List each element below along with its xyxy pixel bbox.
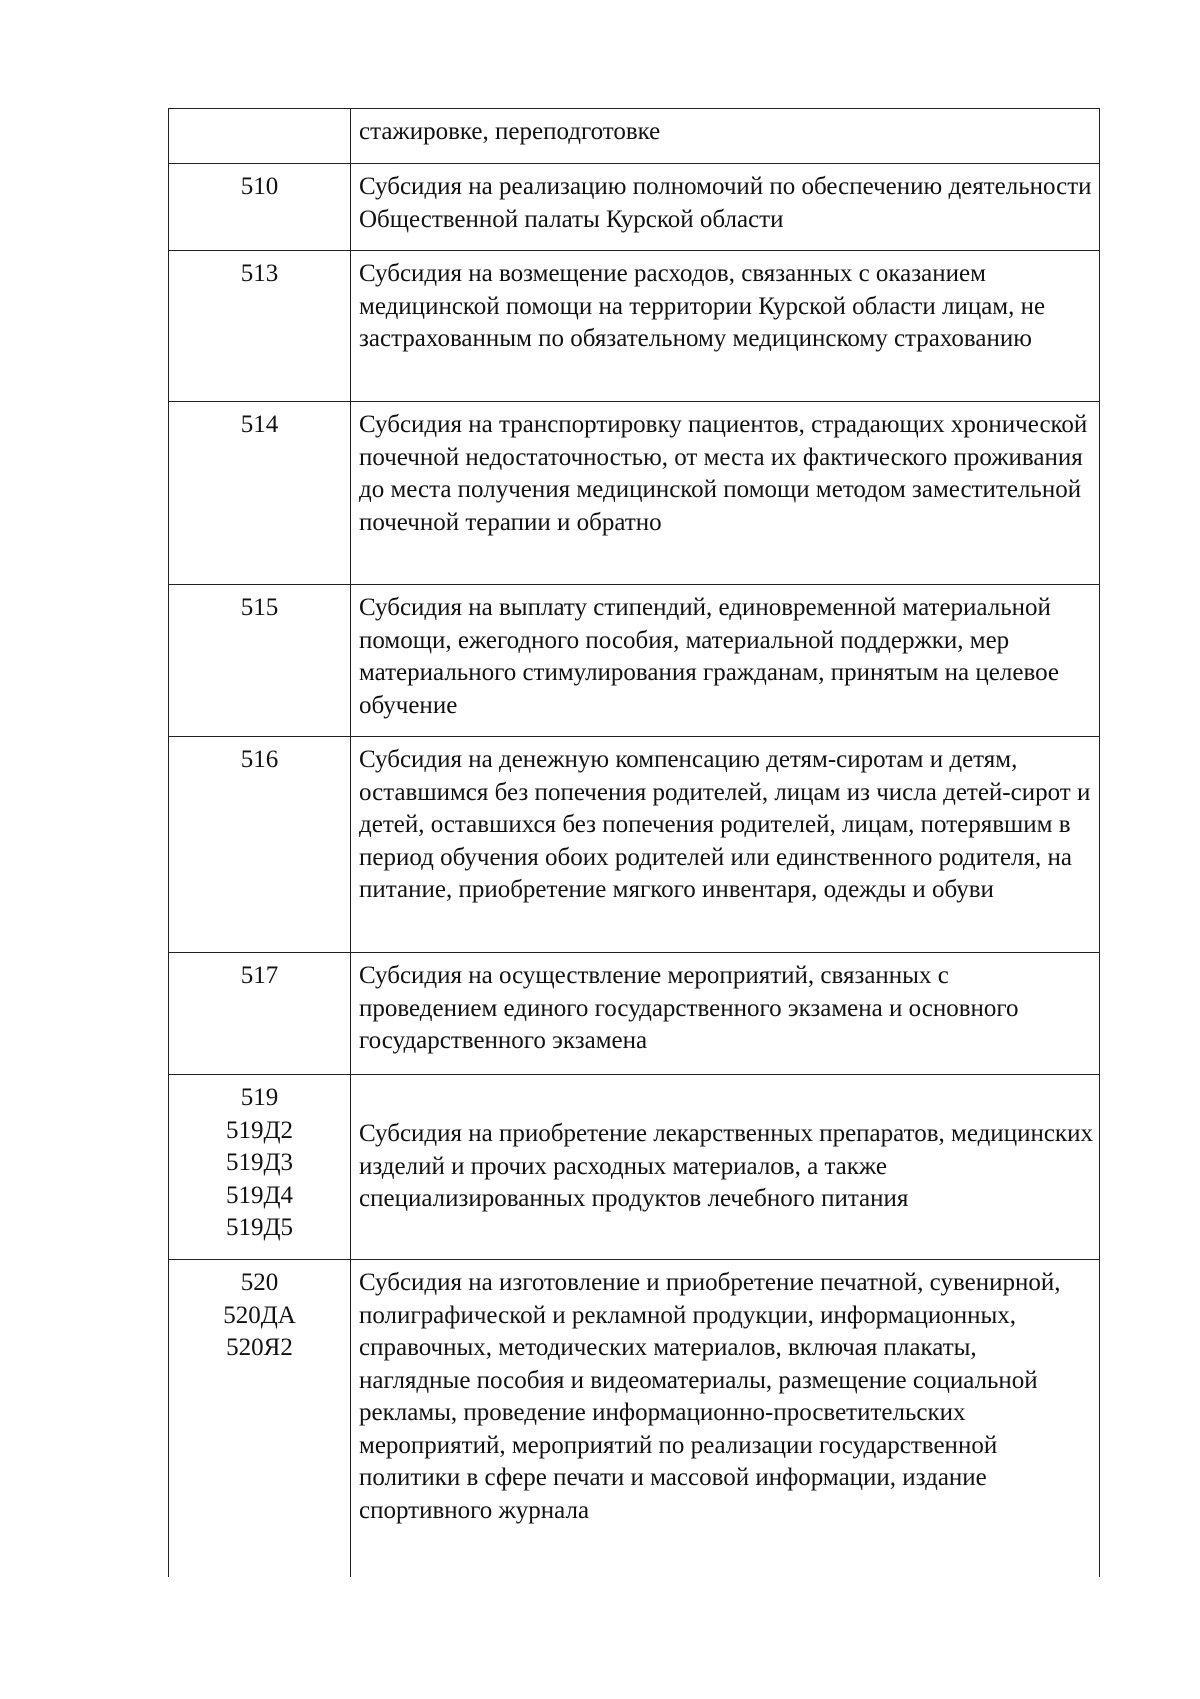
description-cell: Субсидия на осуществление мероприятий, связанных с проведением единого государственного экзамена и основного государственного экзамена [351, 953, 1100, 1075]
code-value: 519Д5 [225, 1214, 294, 1241]
code-cell [169, 402, 351, 585]
code-value: 520ДА [223, 1301, 296, 1329]
code-cell [169, 251, 351, 402]
subsidy-codes-table [168, 108, 1100, 1577]
code-cell [169, 953, 351, 1075]
description-cell: Субсидия на выплату стипендий, единовременной материальной помощи, ежегодного пособия, материальной поддержки, мер материального стимулирования гражданам, принятым на целевое обучение [351, 585, 1100, 737]
table-row [169, 109, 1100, 164]
description-cell: Субсидия на транспортировку пациентов, страдающих хронической почечной недостаточностью, от места их фактического проживания до места получения медицинской помощи методом заместительной почечной терапии и обратно [351, 402, 1100, 585]
table-row [169, 402, 1100, 585]
code-cell [169, 1075, 351, 1260]
code-value: 519Д2 [225, 1116, 294, 1144]
code-value: 520Я2 [226, 1334, 293, 1361]
code-cell [169, 585, 351, 737]
code-value: 519Д3 [225, 1149, 294, 1176]
code-cell [169, 164, 351, 251]
description-cell: стажировке, переподготовке [351, 109, 1100, 164]
code-cell [169, 737, 351, 953]
code-value: 510 [240, 173, 279, 200]
table-row [169, 953, 1100, 1075]
description-cell: Субсидия на приобретение лекарственных препаратов, медицинских изделий и прочих расходных материалов, а также специализированных продуктов лечебного питания [351, 1075, 1100, 1260]
table-row [169, 585, 1100, 737]
table-row [169, 1075, 1100, 1260]
code-cell [169, 109, 351, 164]
table-row [169, 737, 1100, 953]
description-cell: Субсидия на возмещение расходов, связанных с оказанием медицинской помощи на территории Курской области лицам, не застрахованным по обязательному медицинскому страхованию [351, 251, 1100, 402]
code-value: 514 [240, 411, 279, 438]
table-row [169, 164, 1100, 251]
code-cell [169, 1260, 351, 1577]
description-cell: Субсидия на реализацию полномочий по обеспечению деятельности Общественной палаты Курской области [351, 164, 1100, 251]
code-value: 513 [240, 260, 279, 287]
table-row [169, 1260, 1100, 1577]
code-value: 515 [240, 594, 279, 621]
code-value: 519Д4 [225, 1181, 294, 1209]
table-row [169, 251, 1100, 402]
code-value: 517 [240, 962, 279, 989]
code-value: 519 [240, 1084, 279, 1111]
code-value: 516 [240, 746, 279, 773]
code-value: 520 [240, 1269, 279, 1296]
description-cell: Субсидия на денежную компенсацию детям-сиротам и детям, оставшимся без попечения родителей, лицам из числа детей-сирот и детей, оставшихся без попечения родителей, лицам, потерявшим в период обучения обоих родителей или единственного родителя, на питание, приобретение мягкого инвентаря, одежды и обуви [351, 737, 1100, 953]
description-cell: Субсидия на изготовление и приобретение печатной, сувенирной, полиграфической и рекламной продукции, информационных, справочных, методических материалов, включая плакаты, наглядные пособия и видеоматериалы, размещение социальной рекламы, проведение информационно-просветительских мероприятий, мероприятий по реализации государственной политики в сфере печати и массовой информации, издание спортивного журнала [351, 1260, 1100, 1577]
